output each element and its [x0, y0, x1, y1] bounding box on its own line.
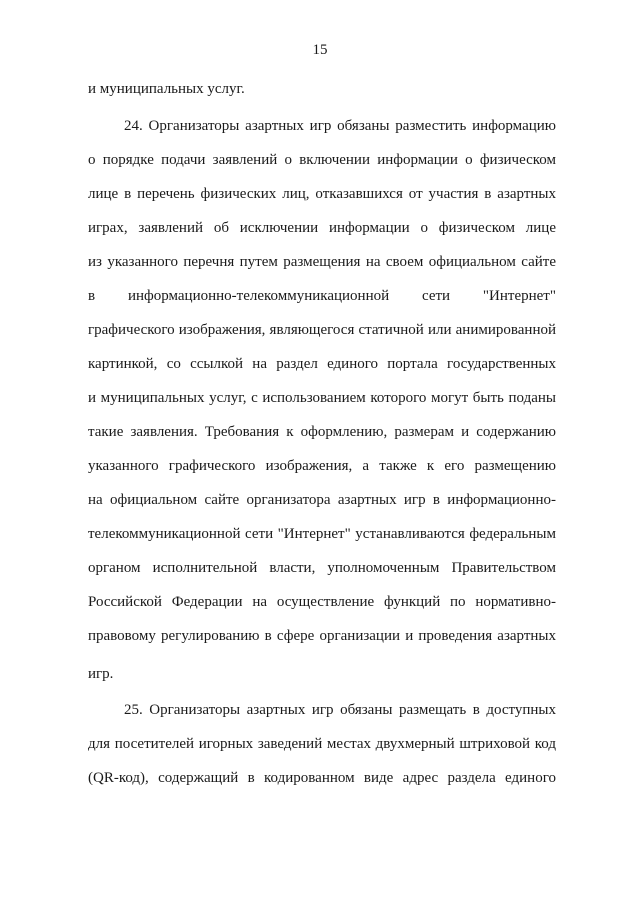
text-line: Российской Федерации на осуществление функций по нормативно- — [88, 594, 556, 610]
text-line: и муниципальных услуг, с использованием которого могут быть поданы — [88, 390, 556, 406]
text-line: правовому регулированию в сфере организации и проведения азартных — [88, 628, 556, 644]
text-line: органом исполнительной власти, уполномоченным Правительством — [88, 560, 556, 576]
text-line: играх, заявлений об исключении информации о физическом лице — [88, 220, 556, 236]
text-line: в информационно-телекоммуникационной сети "Интернет" — [88, 288, 556, 304]
text-line: о порядке подачи заявлений о включении информации о физическом — [88, 152, 556, 168]
text-line: лице в перечень физических лиц, отказавшихся от участия в азартных — [88, 186, 556, 202]
text-line: картинкой, со ссылкой на раздел единого портала государственных — [88, 356, 556, 372]
text-line: на официальном сайте организатора азартных игр в информационно- — [88, 492, 556, 508]
text-line: (QR-код), содержащий в кодированном виде адрес раздела единого — [88, 770, 556, 786]
text-line: такие заявления. Требования к оформлению, размерам и содержанию — [88, 424, 556, 440]
text-line: из указанного перечня путем размещения на своем официальном сайте — [88, 254, 556, 270]
text-line: для посетителей игорных заведений местах двухмерный штриховой код — [88, 736, 556, 752]
text-line: телекоммуникационной сети "Интернет" устанавливаются федеральным — [88, 526, 556, 542]
text-line: 25. Организаторы азартных игр обязаны размещать в доступных — [124, 702, 556, 718]
text-line: 24. Организаторы азартных игр обязаны разместить информацию — [124, 118, 556, 134]
text-line: указанного графического изображения, а также к его размещению — [88, 458, 556, 474]
page-number: 15 — [312, 42, 328, 58]
text-line: графического изображения, являющегося статичной или анимированной — [88, 322, 556, 338]
text-line: игр. — [88, 666, 114, 682]
text-line: и муниципальных услуг. — [88, 81, 245, 97]
